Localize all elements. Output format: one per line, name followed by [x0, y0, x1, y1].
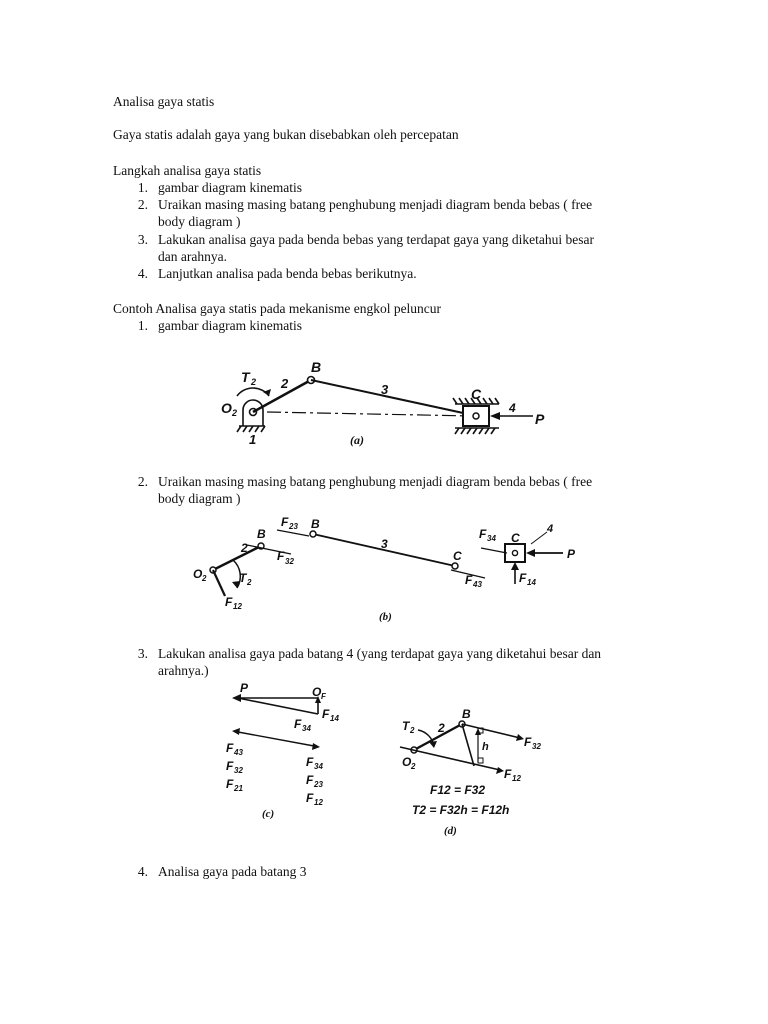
list-item: Uraikan masing masing batang penghubung menjadi diagram benda bebas ( free — [158, 197, 593, 212]
label-link-3: 3 — [381, 382, 389, 397]
label-B2: B — [257, 527, 266, 541]
label-F14-sub: 14 — [330, 714, 339, 723]
page-title: Analisa gaya statis — [113, 94, 215, 109]
list-number: 3. — [137, 646, 148, 661]
label-F12-sub: 12 — [233, 602, 242, 611]
list-number: 4. — [137, 266, 148, 281]
label-OF-sub: F — [321, 692, 326, 701]
label-T2: T — [241, 369, 250, 385]
label-F32: F — [226, 759, 234, 773]
figure-c-force-polygon — [208, 680, 358, 830]
label-F14-sub: 14 — [527, 578, 536, 587]
figure-caption-b: (b) — [379, 611, 392, 623]
label-C: C — [471, 386, 482, 402]
label-T2: T — [239, 571, 247, 585]
label-F34: F — [479, 527, 487, 541]
label-ground-1: 1 — [249, 432, 257, 447]
list-number: 3. — [137, 232, 148, 247]
label-F32: F — [524, 735, 532, 749]
label-F43-sub: 43 — [234, 748, 243, 757]
label-F43: F — [465, 573, 473, 587]
figure-b-free-body — [185, 508, 585, 630]
equation-torque: T2 = F32h = F12h — [412, 803, 510, 817]
label-F12: F — [306, 791, 314, 805]
label-h: h — [482, 741, 489, 753]
label-OF: O — [312, 685, 322, 699]
label-T2-sub: 2 — [251, 377, 257, 387]
label-link-2: 2 — [281, 376, 289, 391]
example-heading: Contoh Analisa gaya statis pada mekanisme engkol peluncur — [113, 301, 442, 316]
list-item: gambar diagram kinematis — [158, 180, 302, 195]
list-number: 2. — [137, 474, 148, 489]
label-F34b: F — [306, 755, 314, 769]
label-B: B — [311, 359, 322, 375]
label-F14: F — [519, 571, 527, 585]
label-O2: O — [193, 567, 203, 581]
definition-text: Gaya statis adalah gaya yang bukan disebabkan oleh percepatan — [113, 127, 459, 142]
label-F32-sub: 32 — [532, 742, 541, 751]
list-item: Lanjutkan analisa pada benda bebas berikutnya. — [158, 266, 417, 281]
label-T2-sub: 2 — [410, 726, 415, 735]
list-number: 4. — [137, 864, 148, 879]
label-F23-sub: 23 — [314, 780, 323, 789]
label-O2-sub: 2 — [411, 762, 416, 771]
label-B: B — [462, 707, 471, 721]
label-link-3: 3 — [381, 537, 388, 551]
list-number: 1. — [137, 318, 148, 333]
equation-force: F12 = F32 — [430, 783, 486, 797]
label-F21-sub: 21 — [234, 784, 243, 793]
list-item-continuation: body diagram ) — [158, 214, 241, 229]
label-P: P — [240, 681, 249, 695]
label-link-4: 4 — [547, 523, 554, 535]
figure-caption-c: (c) — [262, 808, 275, 820]
label-F32-sub: 32 — [234, 766, 243, 775]
label-F34-sub: 34 — [487, 534, 496, 543]
label-F43: F — [226, 741, 234, 755]
steps-heading: Langkah analisa gaya statis — [113, 163, 262, 178]
list-item-continuation: dan arahnya. — [158, 249, 227, 264]
label-F12-sub: 12 — [314, 798, 323, 807]
label-link-2: 2 — [438, 721, 445, 735]
label-T2: T — [402, 719, 410, 733]
label-C: C — [453, 549, 462, 563]
label-link-2: 2 — [241, 541, 248, 555]
list-number: 1. — [137, 180, 148, 195]
label-F23: F — [281, 515, 289, 529]
list-number: 2. — [137, 197, 148, 212]
list-item: Lakukan analisa gaya pada benda bebas yang terdapat gaya yang diketahui besar — [158, 232, 594, 247]
figure-a-slider-crank — [205, 352, 555, 458]
label-F34b-sub: 34 — [314, 762, 323, 771]
label-F34-sub: 34 — [302, 724, 311, 733]
label-F12: F — [504, 767, 512, 781]
label-F14: F — [322, 707, 330, 721]
label-F21: F — [226, 777, 234, 791]
label-F12-sub: 12 — [512, 774, 521, 783]
label-C2: C — [511, 531, 520, 545]
label-F12: F — [225, 595, 233, 609]
label-P: P — [567, 547, 576, 561]
label-O2: O — [402, 755, 412, 769]
label-P: P — [535, 411, 545, 427]
list-item: Uraikan masing masing batang penghubung menjadi diagram benda bebas ( free — [158, 474, 593, 489]
list-item: Lakukan analisa gaya pada batang 4 (yang terdapat gaya yang diketahui besar dan — [158, 646, 602, 661]
list-item: gambar diagram kinematis — [158, 318, 302, 333]
label-F23: F — [306, 773, 314, 787]
label-F34: F — [294, 717, 302, 731]
figure-caption-d: (d) — [444, 825, 457, 837]
label-O2-sub: 2 — [202, 574, 207, 583]
label-F23-sub: 23 — [289, 522, 298, 531]
label-T2-sub: 2 — [247, 578, 252, 587]
label-F32-sub: 32 — [285, 557, 294, 566]
figure-d-crank-torque — [390, 700, 560, 840]
label-link-4: 4 — [509, 401, 516, 415]
label-O2-sub: 2 — [232, 408, 238, 418]
label-O2: O — [221, 400, 232, 416]
label-F43-sub: 43 — [473, 580, 482, 589]
list-item-continuation: body diagram ) — [158, 491, 241, 506]
label-B: B — [311, 517, 320, 531]
label-F32: F — [277, 549, 285, 563]
list-item: Analisa gaya pada batang 3 — [158, 864, 307, 879]
list-item-continuation: arahnya.) — [158, 663, 209, 678]
figure-caption-a: (a) — [350, 433, 364, 447]
